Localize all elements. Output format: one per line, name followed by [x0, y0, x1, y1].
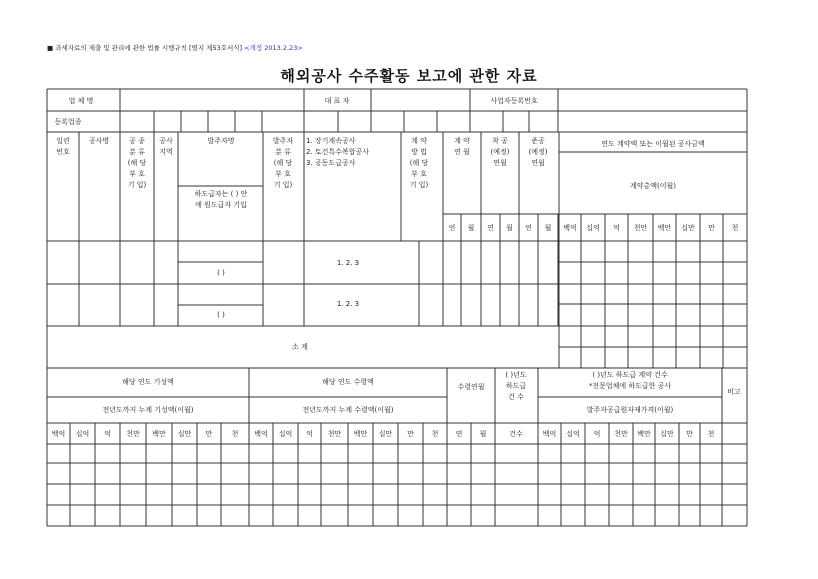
contract-date-header: 연 월 — [454, 148, 470, 156]
data-entry-cell[interactable] — [178, 241, 263, 262]
contract-category-code: 1. 2. 3 — [336, 300, 360, 308]
amount-unit-header: 만 — [205, 430, 213, 438]
revision-date: <개정 2013.2.23> — [244, 44, 303, 52]
amount-unit-header: 십억 — [566, 430, 580, 438]
company-name-field[interactable] — [121, 90, 303, 110]
amount-unit-header: 억 — [613, 224, 620, 232]
specialist-subcontract-note: *전문업체에 하도급한 공사 — [588, 382, 672, 390]
received-date-row[interactable] — [447, 463, 538, 484]
contract-category-header: 1. 장기계속공사 — [306, 137, 356, 145]
subcontract-count-header: ( )년도 — [505, 371, 527, 379]
subcontract-count-header: 하도급 — [505, 382, 527, 390]
current-year-completed-header: 해당 연도 기성액 — [122, 378, 174, 386]
data-entry-cell[interactable] — [47, 284, 79, 326]
client-class-header: 발주자 — [272, 137, 294, 145]
subtotal-label: 소 계 — [292, 343, 308, 351]
amount-unit-header: 천만 — [614, 430, 628, 438]
subcontract-count-header: 건 수 — [508, 393, 524, 401]
form-title: 해외공사 수주활동 보고에 관한 자료 — [280, 67, 538, 85]
amount-unit-header: 억 — [593, 430, 601, 438]
contract-method-header: 기 입) — [409, 181, 429, 189]
subcontract-contracts-header: ( )년도 하도급 계약 건수 — [592, 371, 668, 379]
client-class-header: 기 입) — [273, 181, 293, 189]
data-entry-cell[interactable] — [154, 284, 178, 326]
cumulative-completed-header: 전년도까지 누계 기성액(이월) — [102, 406, 194, 414]
supply-amount-row[interactable] — [538, 463, 722, 484]
client-class-header: (해 당 — [273, 159, 293, 167]
client-class-header: 분 류 — [275, 148, 291, 156]
contract-date-header: 계 약 — [454, 137, 470, 145]
received-amount-row[interactable] — [249, 463, 447, 484]
year-month-header: 연 — [448, 224, 456, 232]
remarks-header: 비고 — [727, 388, 741, 396]
total-amount-header: 계약총액(이월) — [629, 182, 677, 190]
amount-unit-header: 백억 — [563, 224, 577, 232]
data-entry-cell[interactable] — [120, 241, 154, 284]
amount-unit-header: 만 — [708, 224, 715, 232]
received-amount-row[interactable] — [249, 444, 447, 463]
contract-method-header: 부 호 — [411, 170, 427, 178]
amount-unit-header: 백억 — [254, 430, 268, 438]
registration-type-label: 등록업종 — [54, 118, 82, 126]
business-number-field[interactable] — [559, 90, 746, 110]
data-entry-cell[interactable] — [178, 284, 263, 305]
work-type-header: 공 종 — [129, 137, 145, 145]
completed-amount-row[interactable] — [47, 444, 247, 463]
amount-unit-header: 천 — [231, 430, 239, 438]
subcontract-header: 하도급자는 ( ) 안 — [194, 190, 248, 198]
year-month-header: 연 — [525, 224, 532, 232]
amount-unit-header: 백억 — [51, 430, 66, 438]
year-month-header: 월 — [544, 224, 552, 232]
annual-amount-header: 연도 계약액 또는 이월된 공사금액 — [601, 140, 705, 148]
start-date-header: (예정) — [490, 148, 510, 156]
supply-amount-row[interactable] — [538, 505, 722, 526]
data-entry-cell[interactable] — [47, 241, 79, 284]
amount-unit-header: 천 — [731, 224, 739, 232]
contract-method-header: 방 법 — [411, 148, 427, 156]
contract-category-code: 1. 2. 3 — [336, 259, 360, 267]
amount-unit-header: 십만 — [681, 224, 695, 232]
count-header: 건수 — [509, 430, 523, 438]
law-reference: 과세자료의 제출 및 관리에 관한 법률 시행규칙 [별지 제53호서식] — [55, 44, 243, 52]
start-date-header: 연월 — [493, 159, 507, 167]
received-amount-row[interactable] — [249, 505, 447, 526]
company-name-label: 업 체 명 — [68, 97, 94, 105]
cumulative-received-header: 전년도까지 누계 수령액(이월) — [302, 406, 394, 414]
client-class-header: 부 호 — [275, 170, 291, 178]
serial-number-header: 번호 — [56, 148, 70, 156]
received-date-header: 수령연월 — [457, 383, 485, 391]
amount-unit-header: 십만 — [177, 430, 192, 438]
contract-category-header: 3. 공동도급공사 — [306, 159, 356, 167]
subcontract-header: 에 원도급자 기입 — [195, 201, 247, 209]
end-date-header: (예정) — [528, 148, 548, 156]
amount-unit-header: 십만 — [660, 430, 674, 438]
work-type-header: (해 당 — [127, 159, 147, 167]
bullet-icon: ■ — [47, 44, 54, 52]
end-date-header: 연월 — [531, 159, 545, 167]
contract-method-header: (해 당 — [409, 159, 429, 167]
amount-unit-header: 백억 — [542, 430, 557, 438]
data-entry-cell[interactable] — [120, 284, 154, 326]
representative-label: 대 표 자 — [324, 97, 350, 105]
work-type-header: 기 입) — [127, 181, 147, 189]
received-date-row[interactable] — [447, 505, 538, 526]
project-name-header: 공사명 — [88, 137, 110, 145]
work-type-header: 분 류 — [129, 148, 145, 156]
supply-amount-row[interactable] — [538, 484, 722, 505]
current-year-received-header: 해당 연도 수령액 — [322, 378, 374, 386]
year-month-header: 월 — [467, 224, 475, 232]
region-header: 공사 — [159, 137, 173, 145]
region-header: 지역 — [159, 148, 173, 156]
data-entry-cell[interactable] — [154, 241, 178, 284]
work-type-header: 부 호 — [129, 170, 145, 178]
year-month-header: 월 — [506, 224, 513, 232]
supply-amount-row[interactable] — [538, 444, 722, 463]
start-date-header: 착 공 — [492, 137, 508, 145]
amount-unit-header: 백만 — [353, 430, 368, 438]
amount-unit-header: 만 — [686, 430, 693, 438]
data-entry-cell[interactable] — [79, 241, 120, 284]
amount-unit-header: 천만 — [633, 224, 648, 232]
amount-unit-header: 십만 — [378, 430, 393, 438]
completed-amount-row[interactable] — [47, 484, 247, 505]
contract-method-header: 계 약 — [411, 137, 427, 145]
amount-unit-header: 억 — [104, 430, 111, 438]
amount-unit-header: 천만 — [327, 430, 342, 438]
completed-amount-row[interactable] — [47, 463, 247, 484]
business-number-label: 사업자등록번호 — [490, 97, 538, 105]
serial-number-header: 일련 — [56, 137, 70, 145]
representative-field[interactable] — [372, 90, 469, 110]
client-supplied-material-header: 발주자공급원자재가격(이월) — [586, 406, 674, 414]
received-amount-row[interactable] — [249, 484, 447, 505]
amount-unit-header: 백만 — [152, 430, 166, 438]
year-month-header: 연 — [487, 224, 494, 232]
amount-unit-header: 천 — [707, 430, 715, 438]
amount-unit-header: 만 — [407, 430, 414, 438]
prime-contractor-paren: ( ) — [217, 311, 225, 319]
prime-contractor-paren: ( ) — [217, 269, 225, 277]
contract-category-header: 2. 토건특수복합공사 — [306, 148, 369, 156]
received-date-row[interactable] — [447, 444, 538, 463]
completed-amount-row[interactable] — [47, 505, 247, 526]
received-date-row[interactable] — [447, 484, 538, 505]
amount-unit-header: 백만 — [637, 430, 651, 438]
client-name-header: 발주자명 — [207, 137, 235, 145]
year-header: 연 — [455, 430, 463, 438]
amount-unit-header: 백만 — [657, 224, 672, 232]
amount-unit-header: 십억 — [586, 224, 600, 232]
amount-unit-header: 천 — [431, 430, 439, 438]
month-header: 월 — [479, 430, 487, 438]
amount-unit-header: 천만 — [126, 430, 140, 438]
end-date-header: 준공 — [531, 137, 545, 145]
amount-unit-header: 억 — [306, 430, 313, 438]
amount-unit-header: 십억 — [75, 430, 90, 438]
amount-unit-header: 십억 — [278, 430, 293, 438]
data-entry-cell[interactable] — [79, 284, 120, 326]
